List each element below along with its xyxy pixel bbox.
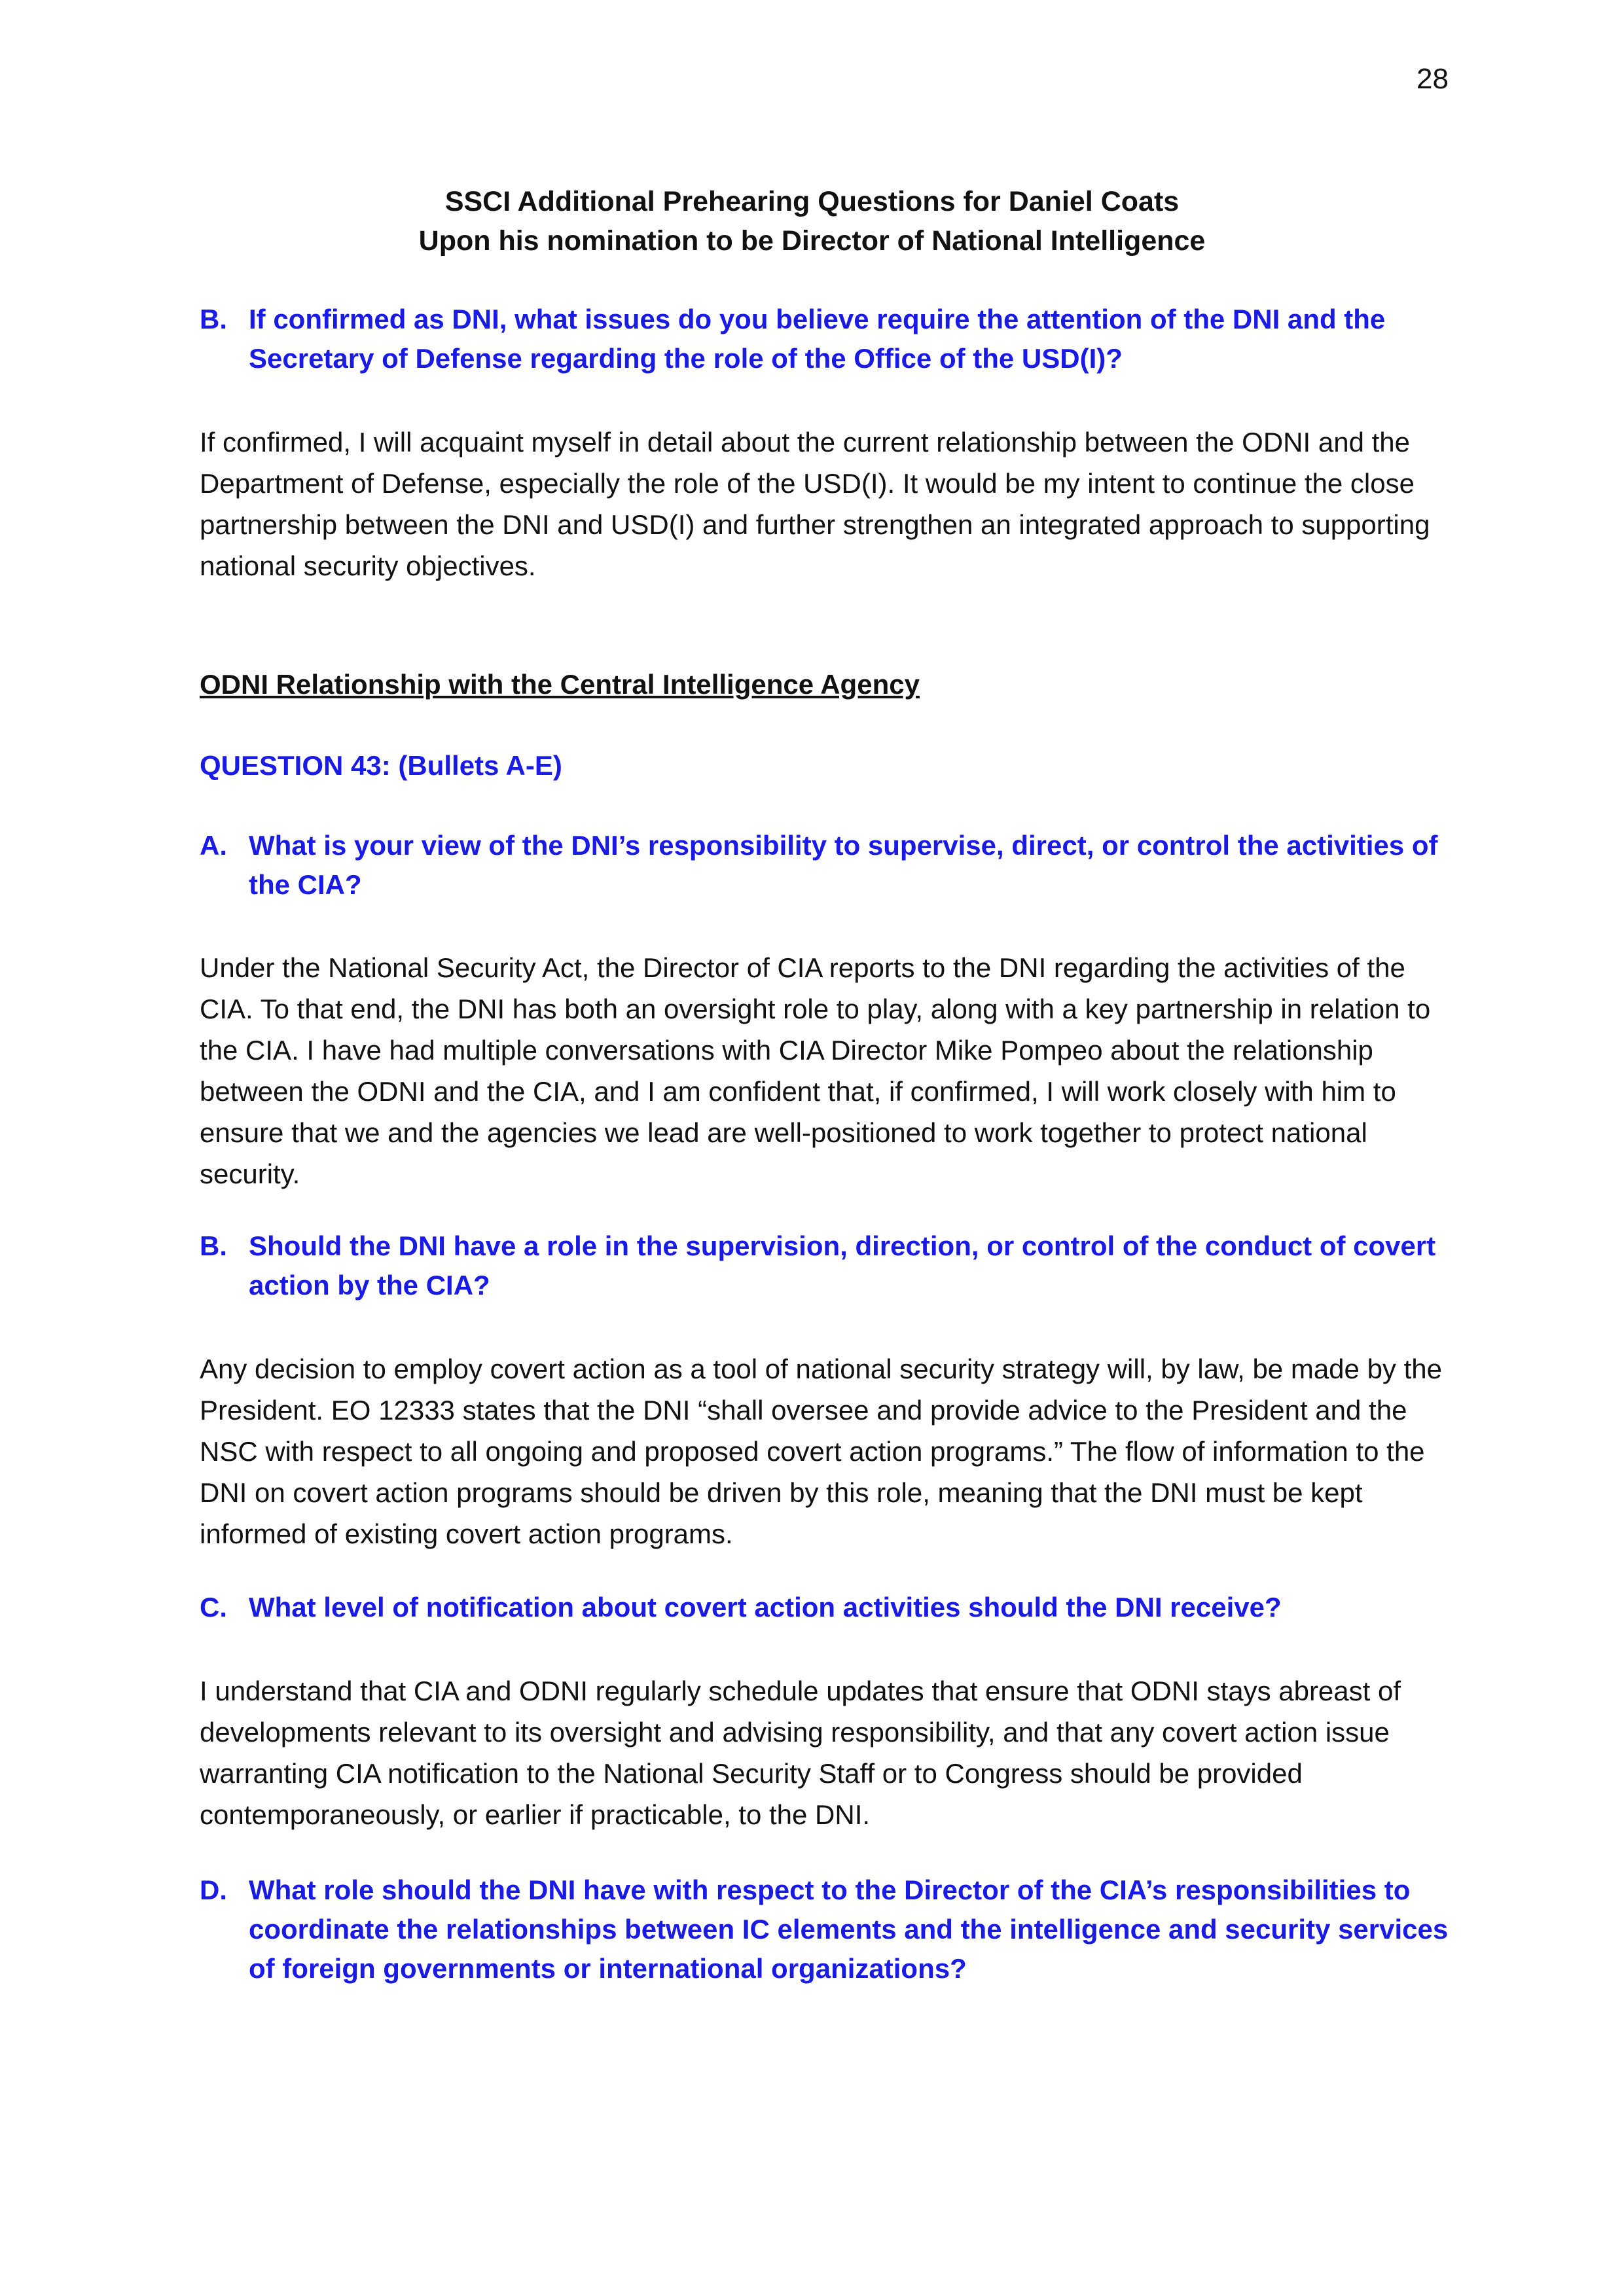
answer-b: Any decision to employ covert action as a tool of national security strategy will, by law, be made by the President. EO 12333 states that the DNI “shall oversee and provide advice to the President and the NSC with respect to all ongoing and proposed covert action programs.” The flow of information to the DNI on covert action programs should be driven by this role, meaning that the DNI must be kept informed of existing covert action programs. — [200, 1354, 1442, 1549]
question-text: What level of notification about covert action activities should the DNI receive? — [249, 1592, 1282, 1623]
document-title: SSCI Additional Prehearing Questions for Daniel Coats — [444, 186, 1180, 217]
question-b-usdi — [200, 300, 1456, 378]
section-title: ODNI Relationship with the Central Intelligence Agency — [200, 669, 920, 700]
question-letter: B. — [200, 1230, 227, 1261]
question-c — [200, 1588, 1456, 1627]
answer-a: Under the National Security Act, the Director of CIA reports to the DNI regarding the activities of the CIA. To that end, the DNI has both an oversight role to play, along with a key partnership in relation to the CIA. I have had multiple conversations with CIA Director Mike Pompeo about the relationship between the ODNI and the CIA, and I am confident that, if confirmed, I will work closely with him to ensure that we and the agencies we lead are well-positioned to work together to protect national security. — [200, 952, 1431, 1189]
question-letter: D. — [200, 1874, 227, 1905]
question-letter: B. — [200, 304, 227, 334]
question-b — [200, 1227, 1456, 1305]
question-text: Should the DNI have a role in the supervision, direction, or control of the conduct of covert action by the CIA? — [249, 1230, 1436, 1300]
question-a — [200, 826, 1456, 905]
question-text: What is your view of the DNI’s responsibility to supervise, direct, or control the activities of the CIA? — [249, 830, 1438, 900]
answer-b-usdi: If confirmed, I will acquaint myself in detail about the current relationship between the ODNI and the Department of Defense, especially the role of the USD(I). It would be my intent to continue the close partnership between the DNI and USD(I) and further strengthen an integrated approach to supporting national security objectives. — [200, 427, 1430, 581]
answer-c: I understand that CIA and ODNI regularly schedule updates that ensure that ODNI stays abreast of developments relevant to its oversight and advising responsibility, and that any covert action issue warranting CIA notification to the National Security Staff or to Congress should be provided contemporaneously, or earlier if practicable, to the DNI. — [200, 1676, 1401, 1830]
question-d — [200, 1871, 1456, 1988]
question-text: If confirmed as DNI, what issues do you believe require the attention of the DNI and the Secretary of Defense regarding the role of the Office of the USD(I)? — [249, 304, 1386, 374]
document-subtitle: Upon his nomination to be Director of National Intelligence — [418, 225, 1206, 257]
question-number: QUESTION 43: (Bullets A-E) — [200, 750, 562, 781]
question-letter: C. — [200, 1592, 227, 1623]
page-number: 28 — [1416, 63, 1449, 95]
question-text: What role should the DNI have with respect to the Director of the CIA’s responsibilities to coordinate the relationships between IC elements and the intelligence and security services of foreign governments or international organizations? — [249, 1874, 1449, 1984]
question-letter: A. — [200, 830, 227, 861]
